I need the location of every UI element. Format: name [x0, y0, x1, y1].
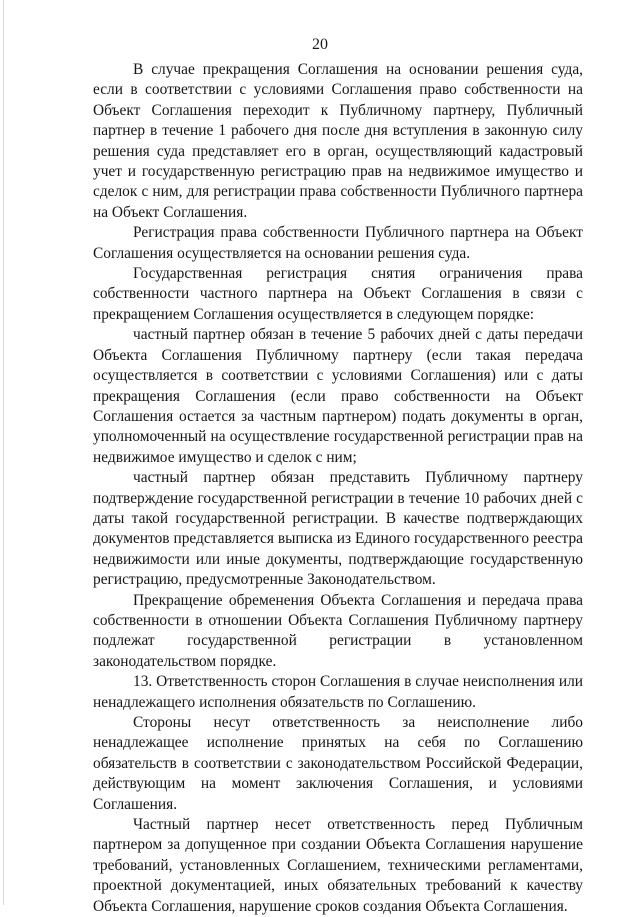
paragraph-parties-liability: Стороны несут ответственность за неисполнение либо ненадлежащее исполнение принятых на себя по Соглашению обязательств в соответствии с законодательством Российской Федерации, действующим на момент заключения Соглашения, и условиями Соглашения. [93, 714, 583, 813]
page-number: 20 [312, 36, 328, 53]
section-13-heading: 13. Ответственность сторон Соглашения в случае неисполнения или ненадлежащего исполнения обязательств по Соглашению. [93, 673, 583, 711]
paragraph-court-decision-termination: В случае прекращения Соглашения на основании решения суда, если в соответствии с условиями Соглашения право собственности на Объект Соглашения переходит к Публичному партнеру, Публичный партнер в течение 1 рабочего дня после дня вступления в законную силу решения суда представляет его в орган, осуществляющий кадастровый учет и государственную регистрацию прав на недвижимое имущество и сделок с ним, для регистрации права собственности Публичного партнера на Объект Соглашения. [93, 61, 583, 221]
document-body [93, 60, 583, 917]
paragraph-ownership-registration: Регистрация права собственности Публичного партнера на Объект Соглашения осуществляется на основании решения суда. [93, 224, 583, 262]
paragraph-private-partner-confirmation: частный партнер обязан представить Публичному партнеру подтверждение государственной регистрации в течение 10 рабочих дней с даты такой государственной регистрации. В качестве подтверждающих документов представляется выписка из Единого государственного реестра недвижимости или иные документы, подтверждающие государственную регистрацию, предусмотренные Законодательством. [93, 469, 583, 589]
paragraph-encumbrance-termination: Прекращение обременения Объекта Соглашения и передача права собственности в отношении Объекта Соглашения Публичному партнеру подлежат государственной регистрации в установленном законодательством порядке. [93, 591, 583, 670]
paragraph-private-partner-liability: Частный партнер несет ответственность перед Публичным партнером за допущенное при создании Объекта Соглашения нарушение требований, установленных Соглашением, техническими регламентами, проектной документацией, иных обязательных требований к качеству Объекта Соглашения, нарушение сроков создания Объекта Соглашения. [93, 816, 583, 915]
scan-edge-line [3, 0, 4, 905]
paragraph-private-partner-submit-documents: частный партнер обязан в течение 5 рабочих дней с даты передачи Объекта Соглашения Публичному партнеру (если такая передача осуществляется в соответствии с условиями Соглашения) или с даты прекращения Соглашения (если право собственности на Объект Соглашения остается за частным партнером) подать документы в орган, уполномоченный на осуществление государственной регистрации прав на недвижимое имущество и сделок с ним; [93, 326, 583, 466]
paragraph-restriction-removal-order: Государственная регистрация снятия ограничения права собственности частного партнера на Объект Соглашения в связи с прекращением Соглашения осуществляется в следующем порядке: [93, 265, 583, 323]
